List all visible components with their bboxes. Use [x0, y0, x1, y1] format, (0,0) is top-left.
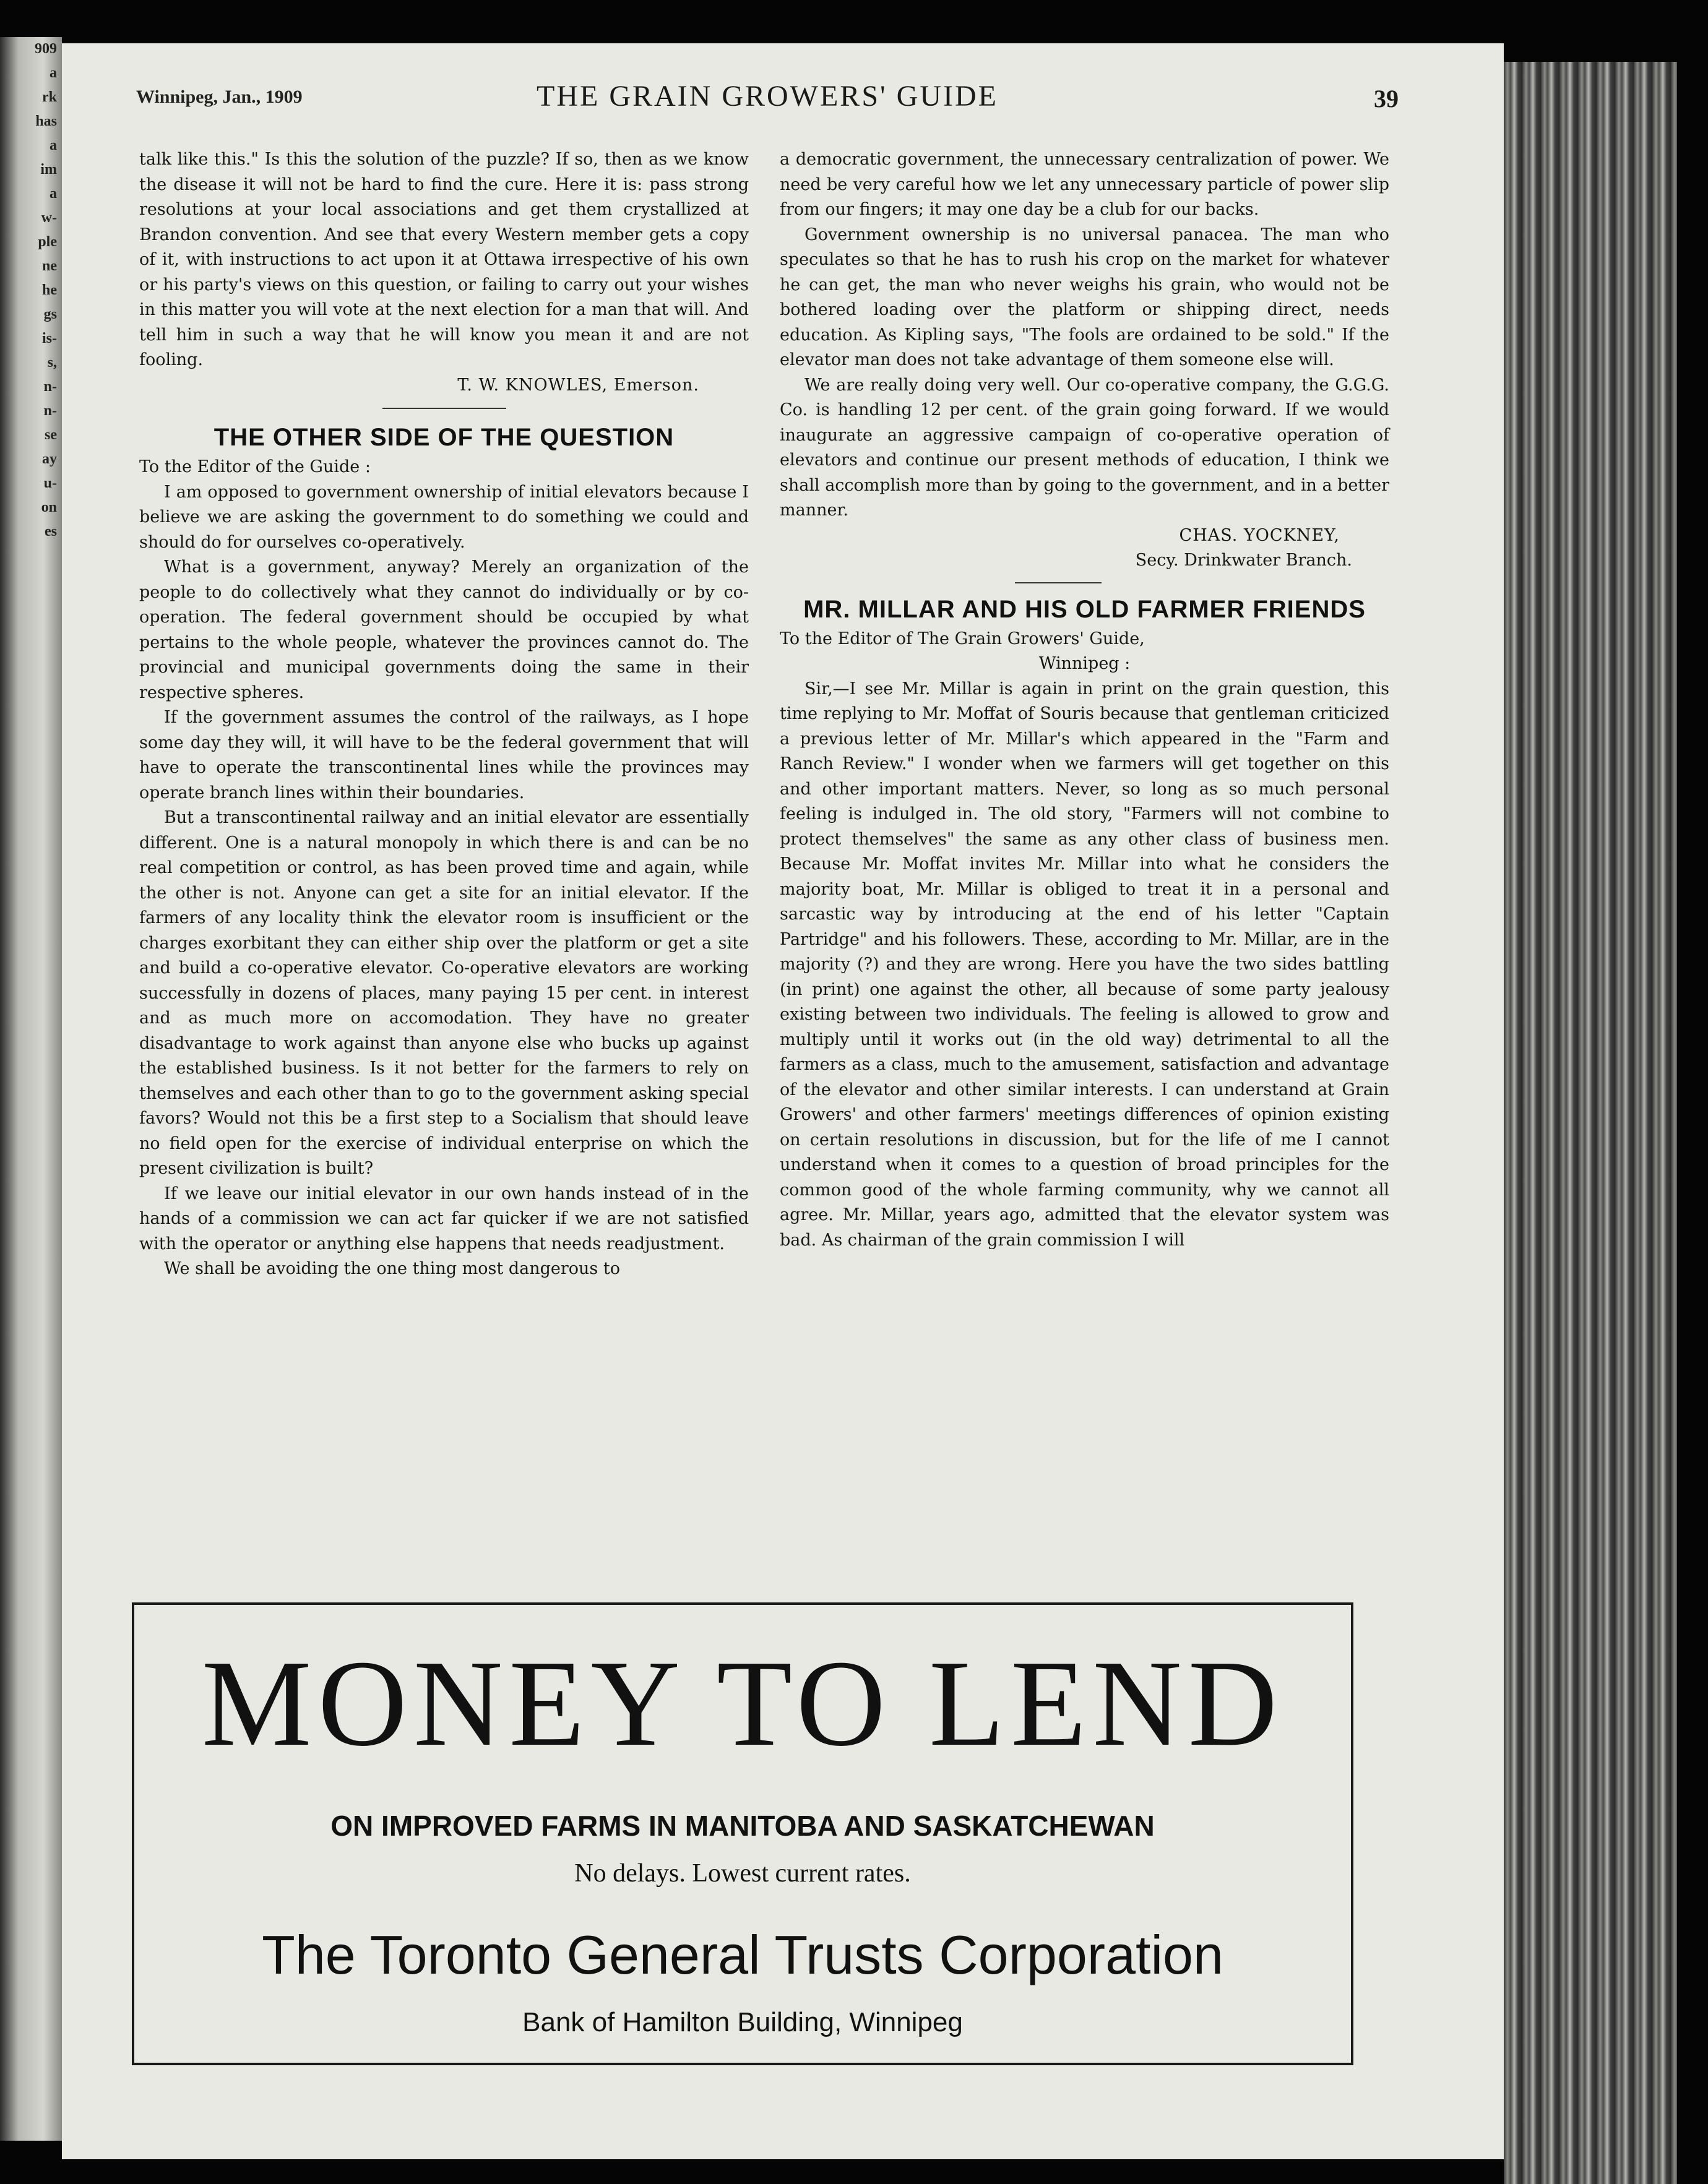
margin-fragment: se — [45, 427, 57, 443]
ad-headline: MONEY TO LEND — [201, 1635, 1284, 1772]
article-signature-name: CHAS. YOCKNEY, — [1179, 525, 1340, 545]
adjacent-page-edge — [0, 37, 62, 2141]
page-header — [136, 74, 1399, 136]
article-paragraph: What is a government, anyway? Merely an organization of the people to do collectively what they cannot do individually or by co-operation. The federal government should be occupied by what pertains to the whole people, whatever the provinces cannot do. The provincial and municipal governments doing the same in their respective spheres. — [139, 557, 749, 702]
margin-fragment: a — [50, 137, 57, 153]
margin-fragment: ple — [38, 234, 57, 250]
margin-fragment: has — [35, 113, 57, 129]
margin-fragment: im — [40, 161, 57, 178]
article-paragraph: We are really doing very well. Our co-operative company, the G.G.G. Co. is handling 12 per cent. of the grain going forward. If we would inaugurate an aggressive campaign of co-operative operation of elevators and continue our present methods of education, I think we shall accomplish more than by going to the government, and in a better manner. — [780, 375, 1389, 520]
ad-address: Bank of Hamilton Building, Winnipeg — [522, 2007, 963, 2037]
article-paragraph: a democratic government, the unnecessary centralization of power. We need be very careful how we let any unnecessary particle of power slip from our fingers; it may one day be a club for our backs. — [780, 150, 1389, 219]
letter-signature: T. W. KNOWLES, Emerson. — [457, 375, 699, 395]
book-spine-edge — [1504, 62, 1677, 2184]
publication-title: THE GRAIN GROWERS' GUIDE — [537, 80, 998, 113]
article-paragraph: I am opposed to government ownership of initial elevators because I believe we are asking the government to do something we could and should do for ourselves co-operatively. — [139, 482, 749, 552]
right-column — [780, 147, 1389, 1253]
article-paragraph: If the government assumes the control of the railways, as I hope some day they will, it will have to be the federal government that will have to operate the transcontinental lines while the provinces may operate branch lines within their boundaries. — [139, 708, 749, 802]
article-paragraph: Government ownership is no universal panacea. The man who speculates so that he has to rush his crop on the market for whatever he can get, the man who never weighs his grain, who would not be bothered loading over the platform or shipping direct, needs education. As Kipling says, "The fools are ordained to be sold." If the elevator man does not take advantage of them someone else will. — [780, 225, 1389, 369]
article-salutation-city: Winnipeg : — [1038, 654, 1131, 673]
margin-fragment: ay — [42, 451, 57, 467]
article-signature-title: Secy. Drinkwater Branch. — [1135, 551, 1352, 570]
margin-fragment: es — [45, 523, 57, 540]
margin-fragment: on — [41, 499, 57, 515]
margin-fragment: n- — [43, 403, 57, 419]
margin-fragment: u- — [43, 475, 57, 491]
issue-date: Winnipeg, Jan., 1909 — [136, 87, 303, 107]
article-paragraph: We shall be avoiding the one thing most dangerous to — [164, 1259, 620, 1278]
page-number: 39 — [1374, 85, 1399, 113]
margin-fragment: a — [50, 186, 57, 202]
left-column — [139, 147, 749, 1282]
section-divider — [1015, 582, 1102, 583]
margin-fragment: gs — [43, 306, 57, 322]
article-paragraph: Sir,—I see Mr. Millar is again in print on the grain question, this time replying to Mr. Moffat of Souris because that gentleman criticized a previous letter of Mr. Millar's which appeared in the "Farm and Ranch Review." I wonder when we farmers will get together on this and other important matters. Never, so long as so much personal feeling is indulged in. The old story, "Farmers will not combine to protect themselves" the same as any other class of business men. Because Mr. Moffat invites Mr. Millar into what he considers the majority boat, Mr. Millar is obliged to treat it in a personal and sarcastic way by introducing at the end of his letter "Captain Partridge" and his followers. These, according to Mr. Millar, are in the majority (?) and they are wrong. Here you have the two sides battling (in print) one against the other, all because of some party jealousy existing between two individuals. The feeling is allowed to grow and multiply until it works out (in the old way) detrimental to all the farmers as a class, much to the amusement, satisfaction and advantage of the elevator and other similar interests. I can understand at Grain Growers' and other farmers' meetings differences of opinion existing on certain resolutions in discussion, but for the life of me I cannot understand when it comes to a question of broad principles for the common good of the whole farming community, why we cannot all agree. Mr. Millar, years ago, admitted that the elevator system was bad. As chairman of the grain commission I will — [780, 679, 1389, 1250]
article-paragraph: If we leave our initial elevator in our own hands instead of in the hands of a commission we can act far quicker if we are not satisfied with the operator or anything else happens that needs readjustment. — [139, 1184, 749, 1253]
margin-fragment: is- — [42, 330, 57, 346]
ad-tagline: No delays. Lowest current rates. — [574, 1859, 911, 1888]
margin-fragment: 909 — [35, 41, 57, 57]
newspaper-page — [62, 43, 1504, 2159]
article-headline: MR. MILLAR AND HIS OLD FARMER FRIENDS — [803, 595, 1366, 623]
advertisement-box — [132, 1602, 1353, 2065]
ad-company-name: The Toronto General Trusts Corporation — [262, 1924, 1223, 1985]
article-salutation: To the Editor of The Grain Growers' Guide, — [780, 629, 1145, 648]
article-headline: THE OTHER SIDE OF THE QUESTION — [214, 424, 675, 451]
margin-fragment: n- — [43, 379, 57, 395]
margin-fragment: w- — [41, 210, 57, 226]
margin-fragment: ne — [42, 258, 57, 274]
letter-closing-paragraph: talk like this." Is this the solution of the puzzle? If so, then as we know the disease it will not be hard to find the cure. Here it is: pass strong resolutions at your local associations and get them crystallized at Brandon convention. And see that every Western member gets a copy of it, with instructions to act upon it at Ottawa irrespective of his own or his party's views on this question, or failing to carry out your wishes in this matter you will vote at the next election for a man that will. And tell him in such a way that he will know you mean it and are not fooling. — [139, 150, 749, 369]
article-paragraph: But a transcontinental railway and an initial elevator are essentially different. One is a natural monopoly in which there is and can be no real competition or control, as has been proved time and again, while the other is not. Anyone can get a site for an initial elevator. If the farmers of any locality think the elevator room is insufficient or the charges exorbitant they can either ship over the platform or get a site and build a co-operative elevator. Co-operative elevators are working successfully in dozens of places, many paying 15 per cent. in interest and as much more on accomodation. They have no greater disadvantage to work against than anyone else who bucks up against the established business. Is it not better for the farmers to rely on themselves and each other than to go to the government asking special favors? Would not this be a first step to a Socialism that should leave no field open for the exercise of individual enterprise on which the present civilization is built? — [139, 808, 749, 1178]
margin-fragment: s, — [47, 355, 57, 371]
article-salutation: To the Editor of the Guide : — [139, 457, 371, 476]
ad-subheadline: ON IMPROVED FARMS IN MANITOBA AND SASKATCHEWAN — [330, 1810, 1155, 1842]
margin-fragment: he — [42, 282, 57, 298]
margin-fragment: a — [50, 65, 57, 81]
margin-fragment: rk — [42, 89, 57, 105]
section-divider — [382, 408, 506, 409]
